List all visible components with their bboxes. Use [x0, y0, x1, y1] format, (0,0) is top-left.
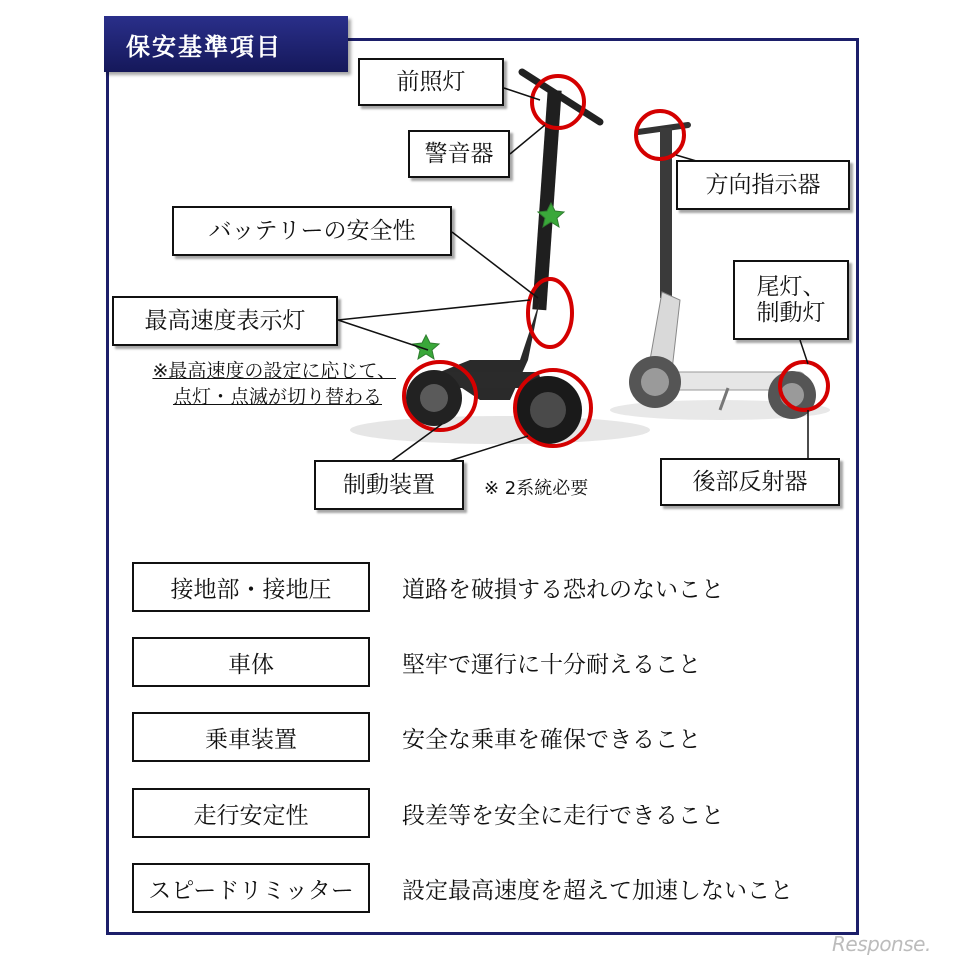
tail-light-label: 尾灯、: [756, 273, 826, 300]
requirement-label: 走行安定性: [132, 788, 370, 838]
callout-horn: 警音器: [408, 130, 510, 178]
callout-tail-brake-light: [733, 260, 849, 340]
speed-note-line1: ※最高速度の設定に応じて、: [152, 360, 396, 382]
page-title: 保安基準項目: [104, 16, 348, 72]
two-system-note: ※ 2系統必要: [484, 478, 589, 499]
brake-light-label: 制動灯: [756, 300, 826, 326]
requirement-desc: 道路を破損する恐れのないこと: [402, 576, 724, 603]
callout-brake: 制動装置: [314, 460, 464, 510]
speed-light-highlight: [528, 279, 572, 347]
requirement-desc: 段差等を安全に走行できること: [402, 802, 724, 829]
requirement-desc: 安全な乗車を確保できること: [402, 726, 701, 753]
callout-speed-light: 最高速度表示灯: [112, 296, 338, 346]
speed-note-line2: 点灯・点滅が切り替わる: [172, 386, 382, 408]
speed-light-note: [118, 358, 396, 410]
callout-rear-reflector: 後部反射器: [660, 458, 840, 506]
requirement-label: 乗車装置: [132, 712, 370, 762]
requirement-label: スピードリミッター: [132, 863, 370, 913]
response-logo: Response.: [832, 932, 931, 956]
callout-battery: バッテリーの安全性: [172, 206, 452, 256]
callout-turn-signal: 方向指示器: [676, 160, 850, 210]
requirement-desc: 堅牢で運行に十分耐えること: [402, 651, 701, 678]
requirement-label: 接地部・接地圧: [132, 562, 370, 612]
requirement-label: 車体: [132, 637, 370, 687]
callout-headlight: 前照灯: [358, 58, 504, 106]
requirement-desc: 設定最高速度を超えて加速しないこと: [402, 877, 793, 904]
